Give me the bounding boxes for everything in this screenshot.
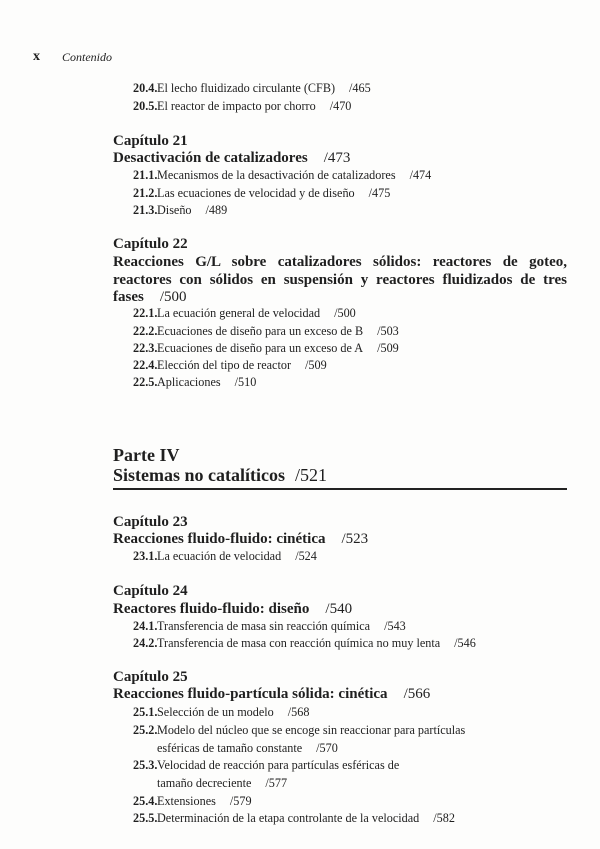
section-number: 22.2. xyxy=(133,324,158,338)
section-title: Determinación de la etapa controlante de la velocidad xyxy=(157,811,420,825)
toc-entry[interactable] xyxy=(133,167,431,183)
section-title: Las ecuaciones de velocidad y de diseño xyxy=(157,186,355,200)
toc-entry[interactable] xyxy=(133,202,227,218)
page-ref: /500 xyxy=(334,306,356,320)
page-ref: /489 xyxy=(205,203,228,217)
page-ref: /510 xyxy=(234,375,257,389)
page-ref: /568 xyxy=(287,705,310,719)
section-number: 25.2. xyxy=(133,723,158,737)
page-ref: /577 xyxy=(265,776,288,790)
section-title: esféricas de tamaño constante xyxy=(157,741,303,755)
section-title: Ecuaciones de diseño para un exceso de A xyxy=(157,341,364,355)
page-ref: /509 xyxy=(377,341,399,355)
toc-entry[interactable] xyxy=(133,340,399,356)
section-title: Transferencia de masa con reacción química no muy lenta xyxy=(157,636,441,650)
toc-entry[interactable] xyxy=(133,323,399,339)
chapter-title[interactable] xyxy=(113,288,187,306)
running-header: Contenido xyxy=(62,50,112,64)
page-ref: /540 xyxy=(325,601,353,617)
part-label: Parte IV xyxy=(113,445,180,465)
page-number: x xyxy=(33,49,40,64)
section-number: 21.2. xyxy=(133,186,158,200)
page-ref: /509 xyxy=(305,358,327,372)
chapter-title-text: Desactivación de catalizadores xyxy=(113,150,308,166)
chapter-label: Capítulo 21 xyxy=(113,133,188,149)
section-number: 20.5. xyxy=(133,99,158,113)
section-title: La ecuación de velocidad xyxy=(157,549,282,563)
toc-entry[interactable] xyxy=(133,98,351,114)
page-ref: /523 xyxy=(341,531,369,547)
section-number: 22.4. xyxy=(133,358,158,372)
toc-entry-continuation[interactable] xyxy=(157,775,287,791)
toc-entry[interactable] xyxy=(133,305,356,321)
toc-entry[interactable] xyxy=(133,635,476,651)
chapter-title[interactable] xyxy=(113,600,352,618)
page-ref: /503 xyxy=(377,324,399,338)
chapter-title[interactable] xyxy=(113,149,350,167)
section-number: 25.1. xyxy=(133,705,158,719)
toc-entry[interactable] xyxy=(133,357,327,373)
section-title: El lecho fluidizado circulante (CFB) xyxy=(157,81,336,95)
section-number: 20.4. xyxy=(133,81,158,95)
page-ref: /570 xyxy=(316,741,338,755)
chapter-title-text: Reactores fluido-fluido: diseño xyxy=(113,601,310,617)
page-ref: /500 xyxy=(159,289,187,305)
chapter-title-line[interactable]: Reacciones G/L sobre catalizadores sólidos: reactores de goteo, xyxy=(113,254,567,270)
chapter-label: Capítulo 25 xyxy=(113,669,188,685)
section-number: 24.2. xyxy=(133,636,158,650)
part-title[interactable] xyxy=(113,465,327,485)
section-title: El reactor de impacto por chorro xyxy=(157,99,316,113)
page-ref: /470 xyxy=(329,99,352,113)
page-ref: /546 xyxy=(454,636,476,650)
chapter-title-text: fases xyxy=(113,289,144,305)
chapter-label: Capítulo 22 xyxy=(113,236,188,252)
section-number: 22.1. xyxy=(133,306,158,320)
toc-entry[interactable] xyxy=(133,810,455,826)
chapter-title[interactable] xyxy=(113,685,430,703)
page-ref: /474 xyxy=(409,168,432,182)
toc-entry[interactable] xyxy=(133,185,390,201)
section-title: Diseño xyxy=(157,203,192,217)
chapter-label: Capítulo 24 xyxy=(113,583,188,599)
page-ref: /582 xyxy=(433,811,455,825)
page-ref: /521 xyxy=(294,465,327,485)
page-ref: /566 xyxy=(403,686,431,702)
section-title: Ecuaciones de diseño para un exceso de B xyxy=(157,324,364,338)
toc-entry[interactable] xyxy=(133,548,317,564)
section-title: Extensiones xyxy=(157,794,216,808)
toc-entry[interactable] xyxy=(133,793,252,809)
page-ref: /524 xyxy=(295,549,317,563)
section-title: Selección de un modelo xyxy=(157,705,274,719)
chapter-label: Capítulo 23 xyxy=(113,514,188,530)
section-number: 21.1. xyxy=(133,168,158,182)
section-number: 22.5. xyxy=(133,375,158,389)
chapter-title-line[interactable]: reactores con sólidos en suspensión y reactores fluidizados de tres xyxy=(113,272,567,288)
section-number: 24.1. xyxy=(133,619,158,633)
section-title: Aplicaciones xyxy=(157,375,221,389)
toc-entry[interactable] xyxy=(133,757,399,773)
page-ref: /543 xyxy=(384,619,406,633)
toc-entry[interactable] xyxy=(133,618,406,634)
chapter-title[interactable] xyxy=(113,530,368,548)
section-number: 23.1. xyxy=(133,549,158,563)
toc-entry[interactable] xyxy=(133,722,465,738)
toc-entry[interactable] xyxy=(133,704,309,720)
chapter-title-text: Reacciones fluido-partícula sólida: cinética xyxy=(113,686,388,702)
page-ref: /475 xyxy=(368,186,391,200)
section-title: Modelo del núcleo que se encoge sin reaccionar para partículas xyxy=(157,723,466,737)
section-title: Velocidad de reacción para partículas esféricas de xyxy=(157,758,400,772)
chapter-title-text: Reacciones fluido-fluido: cinética xyxy=(113,531,326,547)
part-divider xyxy=(113,488,567,490)
section-title: Elección del tipo de reactor xyxy=(157,358,291,372)
page-ref: /473 xyxy=(323,150,351,166)
section-number: 25.3. xyxy=(133,758,158,772)
part-title-text: Sistemas no catalíticos xyxy=(113,465,285,485)
section-number: 22.3. xyxy=(133,341,158,355)
toc-entry[interactable] xyxy=(133,80,371,96)
section-title: tamaño decreciente xyxy=(157,776,252,790)
section-title: La ecuación general de velocidad xyxy=(157,306,321,320)
section-title: Mecanismos de la desactivación de catalizadores xyxy=(157,168,396,182)
toc-entry-continuation[interactable] xyxy=(157,740,338,756)
section-number: 21.3. xyxy=(133,203,158,217)
section-number: 25.5. xyxy=(133,811,158,825)
section-title: Transferencia de masa sin reacción química xyxy=(157,619,371,633)
page-ref: /465 xyxy=(349,81,371,95)
page-ref: /579 xyxy=(229,794,252,808)
toc-entry[interactable] xyxy=(133,374,256,390)
section-number: 25.4. xyxy=(133,794,158,808)
